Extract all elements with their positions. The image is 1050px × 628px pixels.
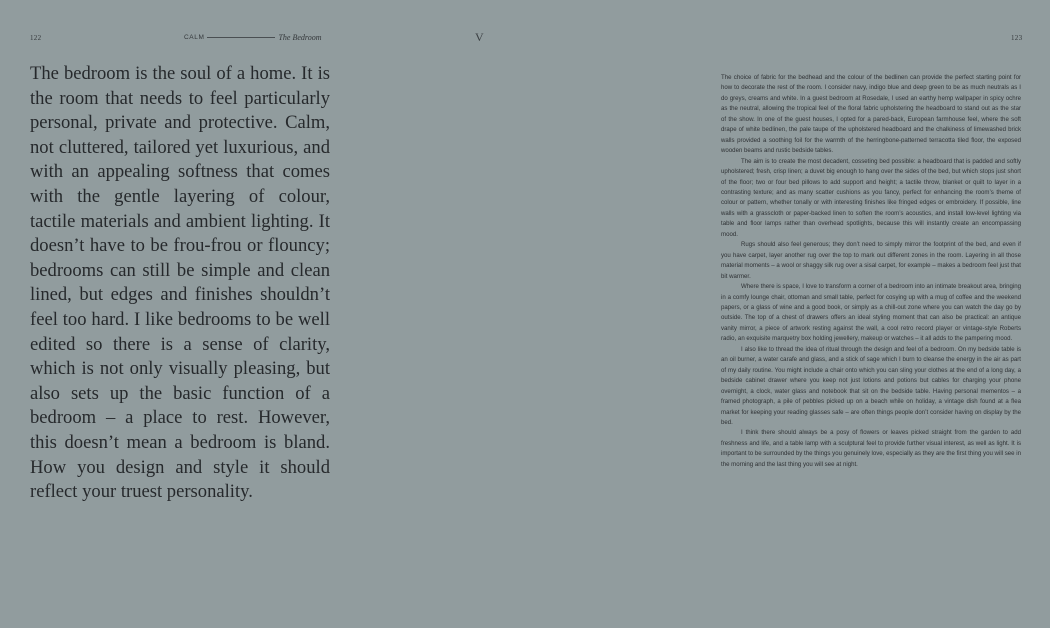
running-head-chapter: The Bedroom (278, 33, 322, 42)
running-head-section: CALM (184, 34, 205, 41)
body-paragraph: I think there should always be a posy of flowers or leaves picked straight from the garden to add freshness and life, and a table lamp with a sculptural feel to provide further visual interest, as well as light. It is important to be surrounded by the things you genuinely love, especially as they are the first thing you will see in the morning and the last thing you will see at night. (721, 429, 1021, 468)
body-paragraph: The choice of fabric for the bedhead and the colour of the bedlinen can provide the perfect starting point for how to decorate the rest of the room. I consider navy, indigo blue and deep green to be as much neutrals as I do greys, creams and white. In a guest bedroom at Rosedale, I used an earthy hemp wallpaper in spicy ochre as the neutral, allowing the tropical feel of the floral fabric upholstering the headboard to stand out as the star of the show. In one of the guest houses, I opted for a pared-back, European farmhouse feel, where the soft drape of white bedlinen, the pale taupe of the upholstered headboard and the chalkiness of limewashed brick walls provided a soothing foil for the warmth of the herringbone-patterned terracotta tiled floor, the exposed wooden beams and rustic bedside tables. (721, 74, 1021, 155)
body-paragraph: The aim is to create the most decadent, cosseting bed possible: a headboard that is padded and softly upholstered; fresh, crisp linen; a duvet big enough to hang over the sides of the bed, but which stops just short of the floor; two or four bed pillows to add support and height; a tactile throw, blanket or quilt to layer in a contrasting texture; and as many scatter cushions as you fancy, perfect for enhancing the room’s theme of colour or pattern, whether tonally or with interesting finishes like fringed edges or embroidery. If possible, line walls with a grasscloth or paper-backed linen to soften the room’s acoustics, and install low-level lighting via table and floor lamps rather than overhead spotlights, because this will instantly create an encompassing mood. (721, 157, 1021, 238)
page-number-right: 123 (1011, 34, 1023, 42)
gutter-mark: V (475, 30, 484, 44)
running-head-rule (207, 37, 275, 38)
body-paragraph: Where there is space, I love to transform a corner of a bedroom into an intimate breakout area, bringing in a comfy lounge chair, ottoman and small table, perfect for cosying up with a mug of coffee and the weekend papers, or a glass of wine and a good book, or simply as a chill-out zone where you can watch the day go by outside. The top of a chest of drawers offers an ideal styling moment that can also be practical: an antique vanity mirror, a piece of artwork resting against the wall, a cool retro record player or vintage-style Roberts radio, an exquisite marquetry box holding jewellery, makeup or watches – it all adds to the pampering mood. (721, 283, 1021, 343)
intro-paragraph: The bedroom is the soul of a home. It is the room that needs to feel particularly personal, private and protective. Calm, not cluttered, tailored yet luxurious, and with an appealing softness that comes with the gentle layering of colour, tactile materials and ambient lighting. It doesn’t have to be frou-frou or flouncy; bedrooms can still be simple and clean lined, but edges and finishes shouldn’t feel too hard. I like bedrooms to be well edited so there is a sense of clarity, which is not only visually pleasing, but also sets up the basic function of a bedroom – a place to rest. However, this doesn’t mean a bedroom is bland. How you design and style it should reflect your truest personality. (30, 63, 330, 503)
body-paragraph: Rugs should also feel generous; they don’t need to simply mirror the footprint of the bed, and even if you have carpet, layer another rug over the top to mark out different zones in the room. Layering in all those material moments – a wool or shaggy silk rug over a sisal carpet, for example – makes a bedroom feel just that bit warmer. (721, 241, 1021, 280)
body-paragraph: I also like to thread the idea of ritual through the design and feel of a bedroom. On my bedside table is an oil burner, a water carafe and glass, and a stick of sage which I burn to cleanse the energy in the air as part of my daily routine. You might include a chair onto which you can sling your clothes at the end of a long day, a bedside cabinet drawer where you keep not just lotions and potions but cables for charging your phone overnight, a clock, water glass and notebook that sit on the bedside table. Having personal mementos – a framed photograph, a pile of pebbles picked up on a beach while on holiday, a vintage dish found at a flea market for keeping your reading glasses safe – are often things people don’t consider having on display by the bed. (721, 345, 1021, 426)
page-number-left: 122 (30, 34, 42, 42)
body-text-column (721, 73, 1021, 470)
running-head (184, 33, 322, 42)
